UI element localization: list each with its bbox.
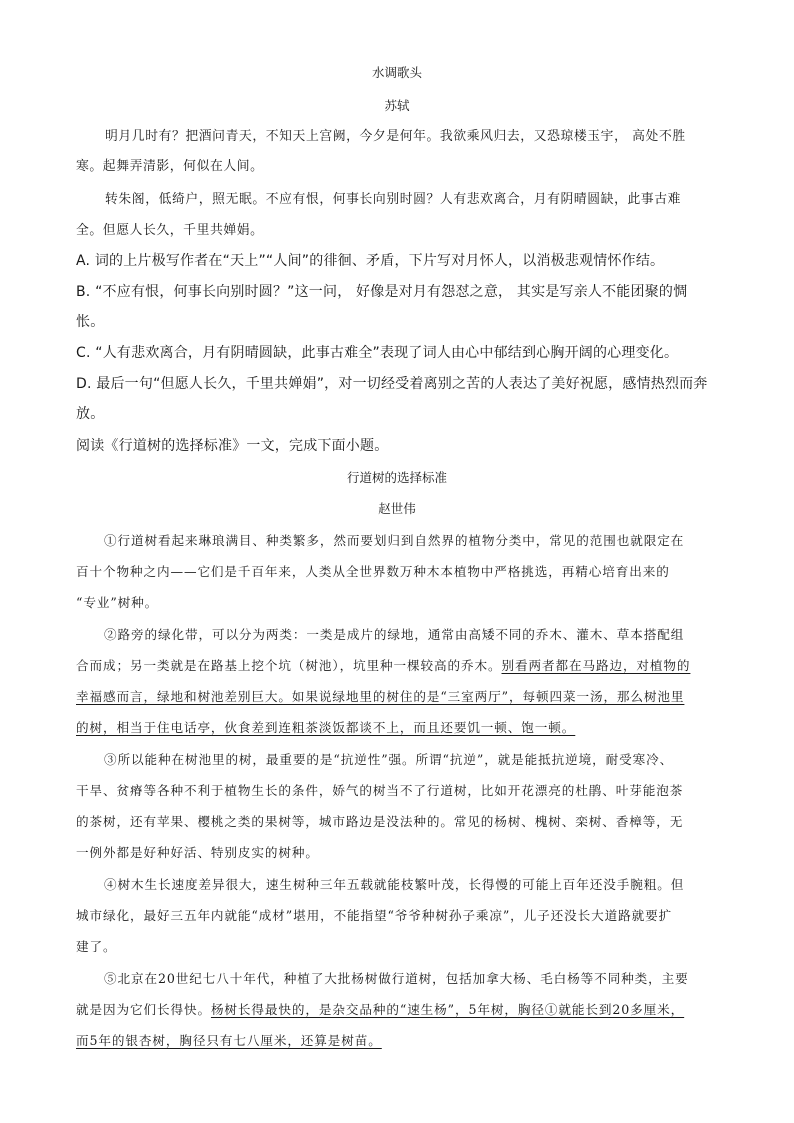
essay-line bbox=[76, 656, 690, 676]
poem-line: 全。但愿人长久，千里共婵娟。 bbox=[76, 223, 264, 238]
essay-line: 一例外都是好种好活、特别皮实的树种。 bbox=[76, 845, 319, 860]
essay-author: 赵世伟 bbox=[378, 501, 416, 516]
essay-line: 城市绿化，最好三五年内就能“成材”堪用，不能指望“爷爷种树孙子乘凉”，儿子还没长大道路就要扩 bbox=[76, 908, 673, 923]
option-d: D. 最后一句“但愿人长久，千里共婵娟”，对一切经受着离别之苦的人表达了美好祝愿，感情热烈而奔 bbox=[76, 376, 708, 392]
essay-line: 建了。 bbox=[76, 939, 117, 954]
essay-line: 干旱、贫瘠等各种不利于植物生长的条件，娇气的树当不了行道树，比如开花漂亮的杜鹃、叶芽能泡茶 bbox=[76, 783, 684, 798]
essay-line bbox=[76, 1000, 684, 1020]
option-b-continued: 怅。 bbox=[76, 314, 105, 330]
essay-line: 的茶树，还有苹果、樱桃之类的果树等，城市路边是没法种的。常见的杨树、槐树、栾树、香樟等，无 bbox=[76, 814, 684, 829]
essay-text: 合而成；另一类就是在路基上挖个坑（树池），坑里种一棵较高的乔木。 bbox=[76, 658, 502, 673]
underlined-text: 杨树长得最快的，是杂交品种的“速生杨”，5年树，胸径①就能长到20多厘米， bbox=[210, 1002, 685, 1017]
option-a: A. 词的上片极写作者在“天上”“人间”的徘徊、矛盾，下片写对月怀人，以消极悲观情怀作结。 bbox=[76, 253, 665, 269]
essay-text: 就是因为它们长得快。 bbox=[76, 1002, 211, 1017]
poem-line: 明月几时有？把酒问青天，不知天上宫阙，今夕是何年。我欲乘风归去，又恐琼楼玉宇， 高处不胜 bbox=[105, 129, 686, 144]
underlined-text: 的树，相当于住电话亭，伙食差到连粗茶淡饭都谈不上，而且还要饥一顿、饱一顿。 bbox=[76, 720, 576, 735]
essay-title: 行道树的选择标准 bbox=[346, 470, 447, 485]
essay-line: ⑤北京在20世纪七八十年代，种植了大批杨树做行道树，包括加拿大杨、毛白杨等不同种类，主要 bbox=[104, 971, 689, 986]
essay-line: ②路旁的绿化带，可以分为两类：一类是成片的绿地，通常由高矮不同的乔木、灌木、草本搭配组 bbox=[104, 627, 685, 642]
poem-author: 苏轼 bbox=[384, 98, 410, 113]
option-b: B. “不应有恨，何事长向别时圆？”这一问， 好像是对月有怨怼之意， 其实是写亲人不能团聚的惆 bbox=[76, 284, 688, 300]
reading-instruction: 阅读《行道树的选择标准》一文，完成下面小题。 bbox=[76, 438, 389, 454]
option-d-continued: 放。 bbox=[76, 406, 105, 422]
underlined-text: 别看两者都在马路边，对植物的 bbox=[501, 658, 691, 673]
underlined-text: 幸福感而言，绿地和树池差别巨大。如果说绿地里的树住的是“三室两厅”，每顿四菜一汤，那么树池里 bbox=[76, 689, 685, 704]
essay-line: ①行道树看起来琳琅满目、种类繁多，然而要划归到自然界的植物分类中，常见的范围也就限定在 bbox=[104, 533, 685, 548]
essay-line: ③所以能种在树池里的树，最重要的是“抗逆性”强。所谓“抗逆”，就是能抵抗逆境，耐受寒冷、 bbox=[104, 752, 674, 767]
essay-line: ④树木生长速度差异很大，速生树种三年五载就能枝繁叶茂，长得慢的可能上百年还没手腕粗。但 bbox=[104, 877, 685, 892]
poem-line: 转朱阁，低绮户，照无眠。不应有恨，何事长向别时圆？人有悲欢离合，月有阴晴圆缺，此事古难 bbox=[105, 192, 682, 207]
essay-line: “专业”树种。 bbox=[76, 595, 159, 610]
option-c: C. “人有悲欢离合，月有阴晴圆缺，此事古难全”表现了词人由心中郁结到心胸开阔的心理变化。 bbox=[76, 345, 679, 361]
essay-line: 百十个物种之内——它们是千百年来，人类从全世界数万种木本植物中严格挑选，再精心培育出来的 bbox=[76, 564, 670, 579]
poem-line: 寒。起舞弄清影，何似在人间。 bbox=[76, 159, 264, 174]
poem-title: 水调歌头 bbox=[371, 65, 422, 80]
underlined-text: 而5年的银杏树，胸径只有七八厘米，还算是树苗。 bbox=[76, 1033, 382, 1048]
